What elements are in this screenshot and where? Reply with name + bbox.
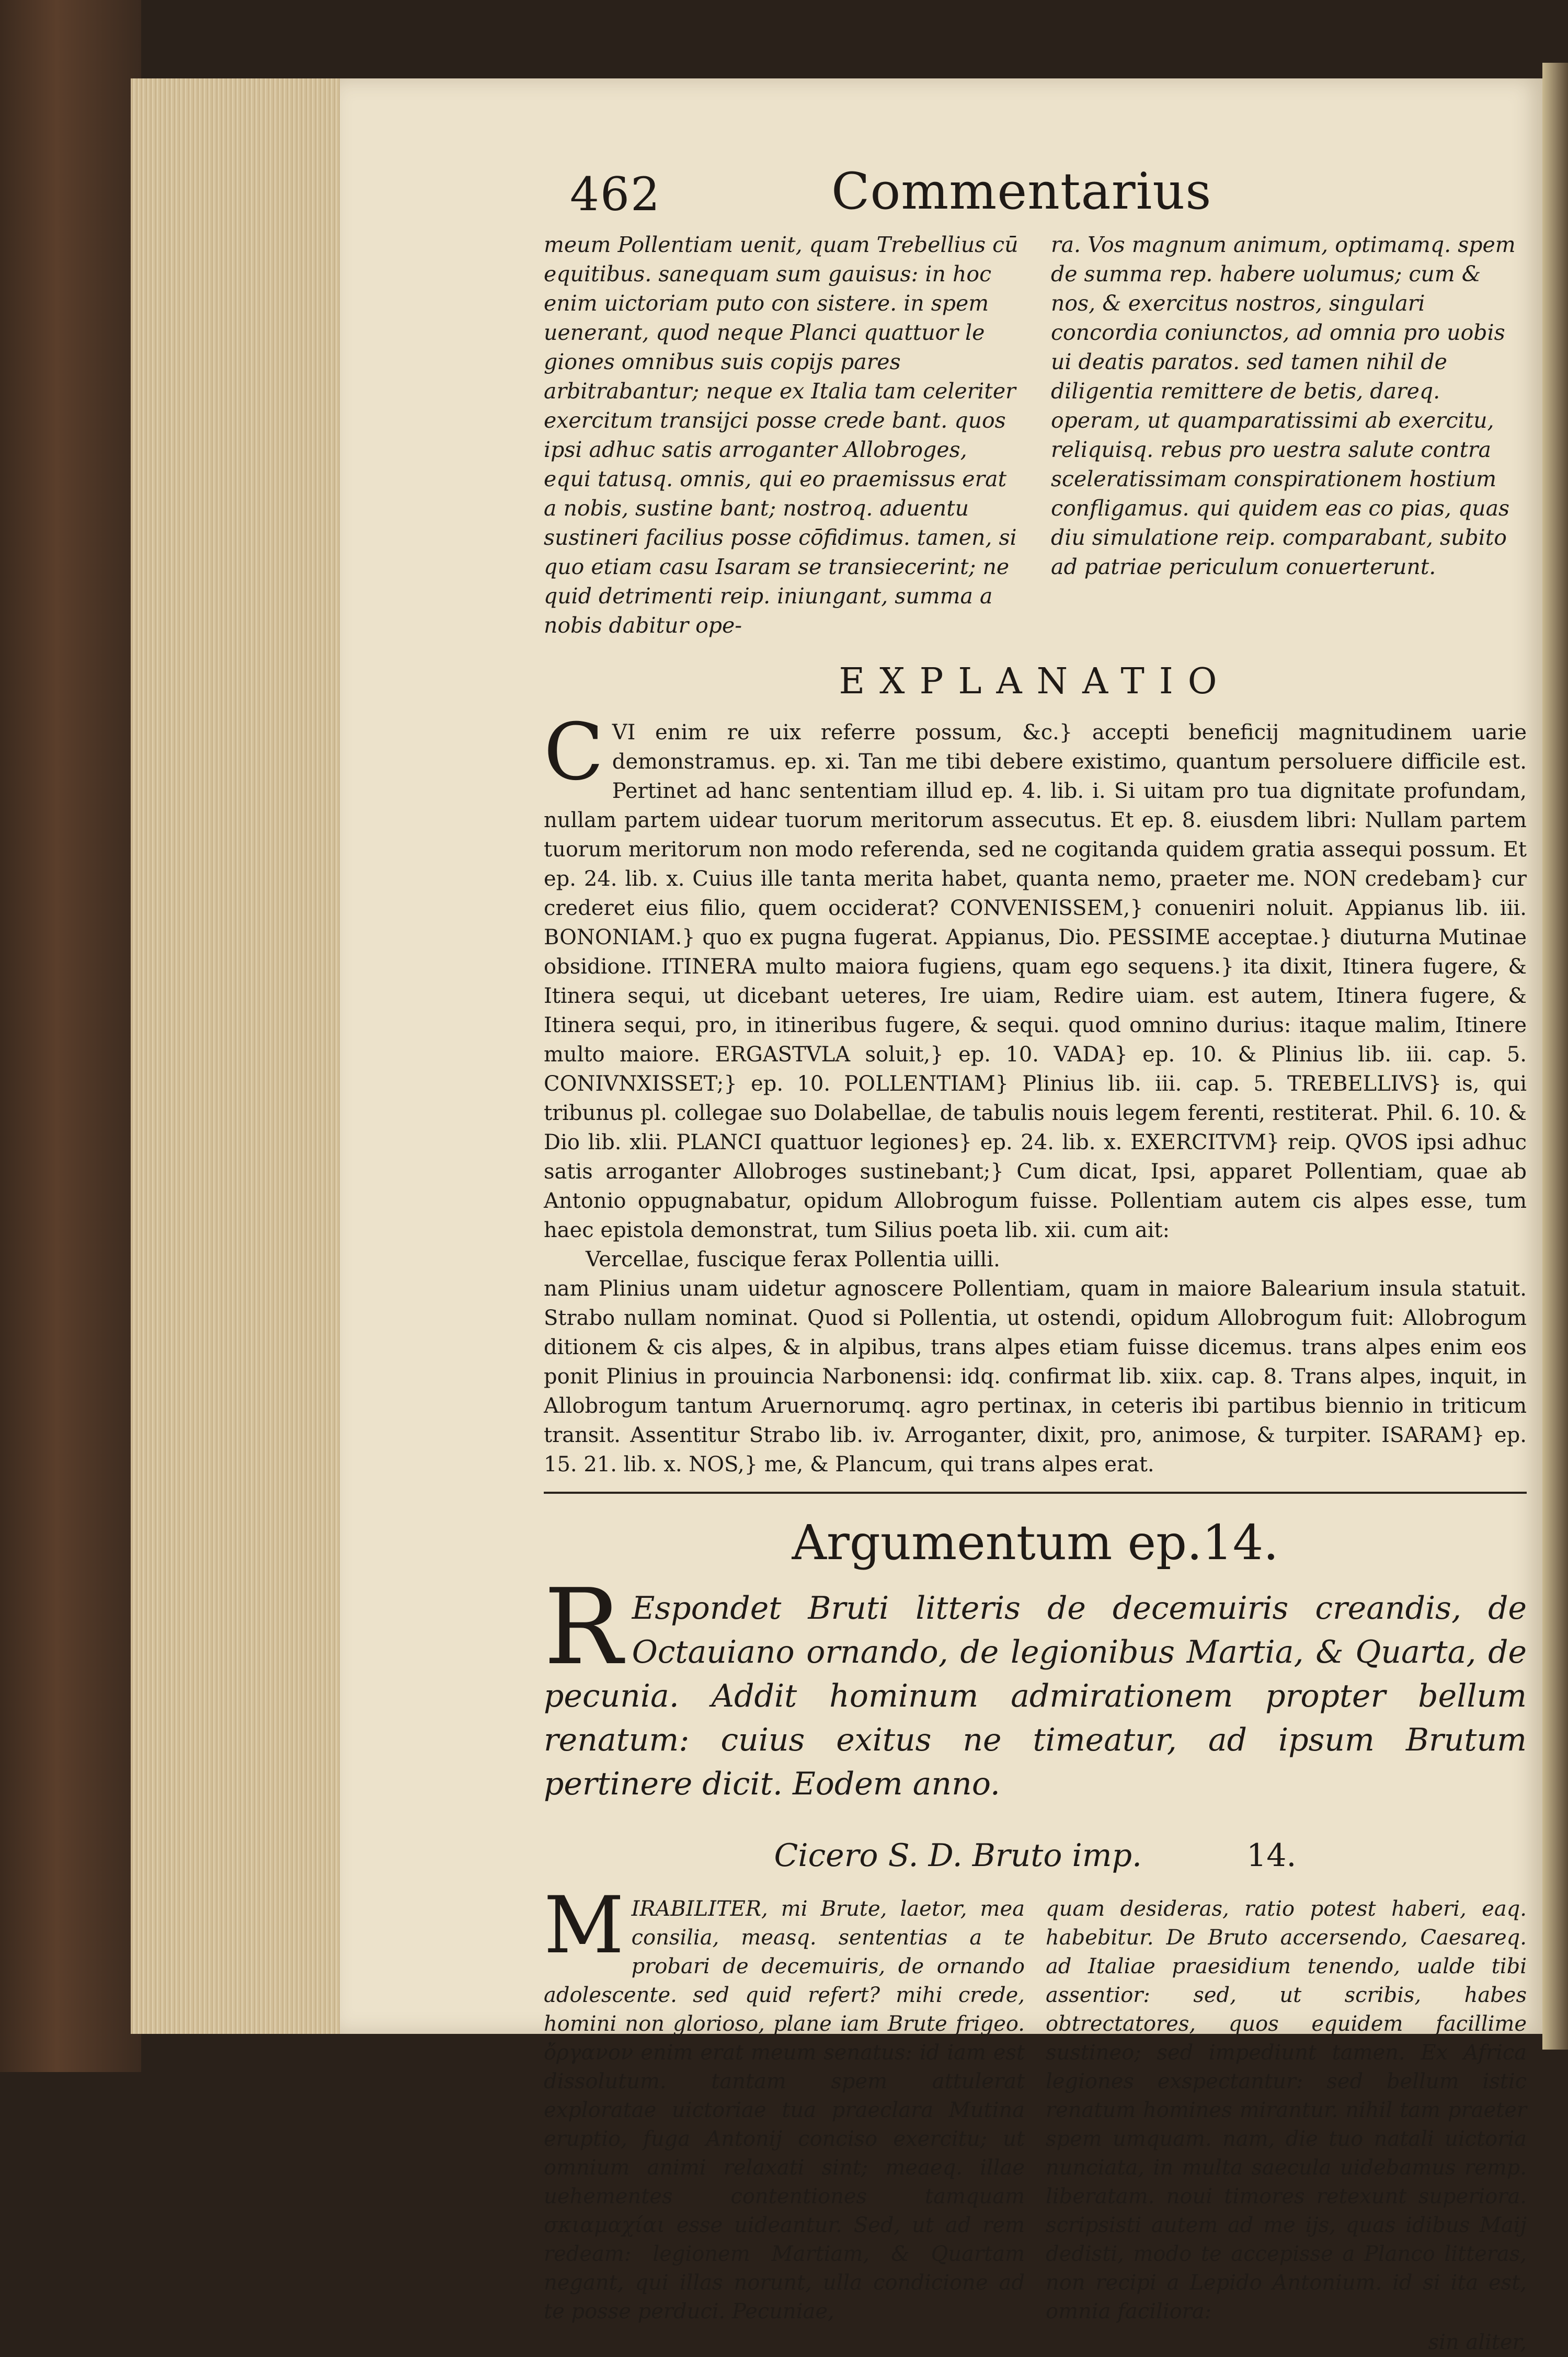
letter-number: 14. (1246, 1837, 1297, 1874)
letter-column-left (544, 1880, 1025, 2357)
catchword: sin aliter, (1428, 2330, 1527, 2354)
top-columns (544, 230, 1527, 640)
letter-column-right (1046, 1895, 1527, 2357)
top-column-left (544, 230, 1020, 640)
page-number: 462 (570, 167, 661, 221)
letter-left-text (544, 1880, 1025, 2326)
explanatio-dropcap: C (544, 707, 604, 798)
top-column-right (1051, 230, 1527, 640)
section-rule (544, 1492, 1527, 1494)
argumentum-title: Argumentum ep.14. (792, 1515, 1279, 1571)
letter-salutation: Cicero S. D. Bruto imp. (774, 1837, 1142, 1874)
top-left-text: meum Pollentiam uenit, quam Trebellius cū equitibus. sanequam sum gauisus: in hoc enim uictoriam puto con sistere. in spem uenerant, quod neque Planci quattuor le giones omnibus suis copijs pares arbitrabantur; neque ex Italia tam celeriter exercitum transijci posse crede bant. quos ipsi adhuc satis arroganter Allobroges, equi tatusq. omnis, qui eo praemissus erat a nobis, sustine bant; nostroq. aduentu sustineri facilius posse cōfidimus. tamen, si quo etiam casu Isaram se transiecerint; ne quid detrimenti reip. iniungant, summa a nobis dabitur ope- (544, 232, 1018, 638)
letter-columns (544, 1880, 1527, 2357)
letter-dropcap: M (544, 1880, 624, 1971)
running-title: Commentarius (831, 162, 1212, 221)
explanatio-text-continued: nam Plinius unam uidetur agnoscere Pollentiam, quam in maiore Balearium insula statuit. Strabo nullam nominat. Quod si Pollentia, ut ostendi, opidum Allobrogum fuit: Allobrogum ditionem & cis alpes, & in alpibus, trans alpes etiam fuisse dicemus. trans alpes enim eos ponit Plinius in prouincia Narbonensi: idq. confirmat lib. xiix. cap. 8. Trans alpes, inquit, in Allobrogum tantum Aruernorumq. agro pertinax, in ceteris ibi partibus biennio in triticum transit. Assentitur Strabo lib. iv. Arroganter, dixit, pro, animose, & turpiter. ISARAM} ep. 15. 21. lib. x. NOS,} me, & Plancum, qui trans alpes erat. (544, 1277, 1527, 1477)
page-edges (131, 78, 341, 2034)
verse-quote: Vercellae, fuscique ferax Pollentia uilli. (586, 1248, 1000, 1272)
explanatio-text (544, 707, 1527, 1245)
argumentum-dropcap: R (544, 1566, 623, 1688)
page-header (544, 157, 1527, 230)
letter-heading (544, 1837, 1527, 1874)
explanatio-body: VI enim re uix referre possum, &c.} accepti beneficij magnitudinem uarie demonstramus. ep. xi. Tan me tibi debere existimo, quantum persoluere difficile est. Pertinet ad hanc sententiam illud ep. 4. lib. i. Si uitam pro tua dignitate profundam, nullam partem uidear tuorum meritorum assecutus. Et ep. 8. eiusdem libri: Nullam partem tuorum meritorum non modo referenda, sed ne cogitanda quidem gratia assequi possum. Et ep. 24. lib. x. Cuius ille tanta merita habet, quanta nemo, praeter me. NON credebam} cur crederet eius filio, quem occiderat? CONVENISSEM,} conueniri noluit. Appianus lib. iii. BONONIAM.} quo ex pugna fugerat. Appianus, Dio. PESSIME acceptae.} diuturna Mutinae obsidione. ITINERA multo maiora fugiens, quam ego sequens.} ita dixit, Itinera fugere, & Itinera sequi, ut dicebant ueteres, Ire uiam, Redire uiam. est autem, Itinera fugere, & Itinera sequi, pro, in itineribus fugere, & sequi. quod omnino durius: itaque malim, Itinere multo maiore. ERGASTVLA soluit,} ep. 10. VADA} ep. 10. & Plinius lib. iii. cap. 5. CONIVNXISSET;} ep. 10. POLLENTIAM} Plinius lib. iii. cap. 5. TREBELLIVS} is, qui tribunus pl. collegae suo Dolabellae, de tabulis nouis legem ferenti, restiterat. Phil. 6. 10. & Dio lib. xlii. PLANCI quattuor legiones} ep. 24. lib. x. EXERCITVM} reip. QVOS ipsi adhuc satis arroganter Allobroges sustinebant;} Cum dicat, Ipsi, apparet Pollentiam, quae ab Antonio oppugnabatur, opidum Allobrogum fuisse. Pollentiam autem cis alpes esse, tum haec epistola demonstrat, tum Silius poeta lib. xii. cum ait: (544, 720, 1527, 1242)
explanatio-title: EXPLANATIO (839, 661, 1232, 702)
top-right-text: ra. Vos magnum animum, optimamq. spem de summa rep. habere uolumus; cum & nos, & exercitus nostros, singulari concordia coniunctos, ad omnia pro uobis ui deatis paratos. sed tamen nihil de diligentia remittere de betis, dareq. operam, ut quamparatissimi ab exercitu, reliquisq. rebus pro uestra salute contra sceleratissimam conspirationem hostium confligamus. qui quidem eas co pias, quas diu simulatione reip. comparabant, subito ad patriae periculum conuerterunt. (1051, 232, 1516, 579)
letter-right-text: quam desideras, ratio potest haberi, eaq. habebitur. De Bruto accersendo, Caesareq. ad Italiae praesidium tenendo, ualde tibi assentior: sed, ut scribis, habes obtrectatores, quos equidem facillime sustineo; sed impediunt tamen. Ex Africa legiones exspectantur: sed bellum istic renatum homines mirantur. nihil tam praeter spem umquam. nam, die tuo natali uictoria nunciata, in multa saecula uidebamus remp. liberatam. noui timores retexunt superiora. scripsisti autem ad me ijs, quas idibus Maij dedisti, modo te accepisse a Planco litteras, non recipi a Lepido Antonium. id si ita est, omnia faciliora: (1046, 1897, 1527, 2324)
argumentum-text (544, 1566, 1527, 1806)
letter-left-body: IRABILITER, mi Brute, laetor, mea consilia, measq. sententias a te probari de decemuiris, de ornando adolescente. sed quid refert? mihi crede, homini non glorioso, plane iam Brute frigeo. ὄργανον enim erat meum senatus: id iam est dissolutum. tantam spem attulerat exploratae uictoriae tua praeclara Mutina eruptio, fuga Antonij conciso exercitu; ut omnium animi relaxati sint; meaeq. illae uehementes contentiones tamquam σκιαμαχίαι esse uideantur. Sed, ut ad rem redeam: legionem Martiam, & Quartam negant, qui illas norunt, ulla condicione ad te posse perduci. Pecuniae, (544, 1897, 1025, 2324)
page-content (544, 157, 1527, 2357)
book-binding (0, 0, 141, 2072)
facing-page-gutter (1542, 63, 1568, 2050)
argumentum-body: Espondet Bruti litteris de decemuiris creandis, de Octauiano ornando, de legionibus Martia, & Quarta, de pecunia. Addit hominum admirationem propter bellum renatum: cuius exitus ne timeatur, ad ipsum Brutum pertinere dicit. Eodem anno. (544, 1590, 1527, 1802)
